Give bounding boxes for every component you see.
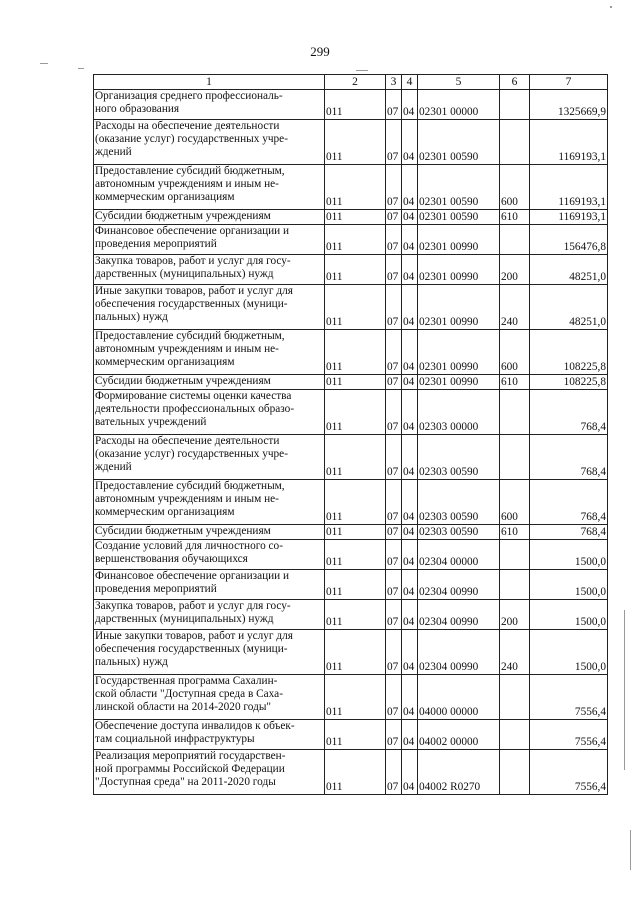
- row-amount: 108225,8: [530, 375, 608, 390]
- row-admin-code: 011: [325, 390, 386, 435]
- row-expense-type: [500, 720, 530, 750]
- row-subsection: 04: [402, 120, 418, 165]
- row-expense-type: [500, 435, 530, 480]
- scan-mark-center: [356, 70, 368, 71]
- table-row: [94, 675, 608, 720]
- row-expense-type: 240: [500, 285, 530, 330]
- header-cell: 3: [386, 75, 402, 90]
- table-row: [94, 120, 608, 165]
- row-subsection: 04: [402, 375, 418, 390]
- row-subsection: 04: [402, 255, 418, 285]
- row-expense-type: 610: [500, 375, 530, 390]
- row-expense-type: 610: [500, 210, 530, 225]
- scan-mark-left: [40, 63, 48, 64]
- row-description: Субсидии бюджетным учреждениям: [94, 375, 325, 390]
- row-target-code: 02303 00000: [418, 390, 500, 435]
- row-subsection: 04: [402, 225, 418, 255]
- row-target-code: 02301 00990: [418, 375, 500, 390]
- row-subsection: 04: [402, 600, 418, 630]
- row-expense-type: [500, 120, 530, 165]
- row-target-code: 02304 00990: [418, 600, 500, 630]
- row-admin-code: 011: [325, 210, 386, 225]
- row-target-code: 02301 00990: [418, 285, 500, 330]
- row-section: 07: [386, 525, 402, 540]
- scan-mark-left-2: [78, 68, 84, 69]
- row-amount: 768,4: [530, 525, 608, 540]
- row-description: Формирование системы оценки качества деятельности профессиональных образо- вательных учреждений: [94, 390, 325, 435]
- row-target-code: 02303 00590: [418, 525, 500, 540]
- table-row: [94, 540, 608, 570]
- row-amount: 768,4: [530, 435, 608, 480]
- budget-table: [93, 74, 608, 795]
- row-target-code: 02301 00990: [418, 330, 500, 375]
- row-target-code: 02304 00990: [418, 570, 500, 600]
- row-target-code: 02303 00590: [418, 435, 500, 480]
- row-description: Предоставление субсидий бюджетным, автономным учреждениям и иным не- коммерческим организациям: [94, 480, 325, 525]
- row-admin-code: 011: [325, 525, 386, 540]
- row-target-code: 02301 00590: [418, 165, 500, 210]
- row-section: 07: [386, 630, 402, 675]
- row-subsection: 04: [402, 285, 418, 330]
- row-subsection: 04: [402, 750, 418, 795]
- row-section: 07: [386, 480, 402, 525]
- row-expense-type: 600: [500, 480, 530, 525]
- header-cell: 6: [500, 75, 530, 90]
- row-section: 07: [386, 330, 402, 375]
- row-amount: 48251,0: [530, 255, 608, 285]
- row-amount: 768,4: [530, 390, 608, 435]
- row-amount: 1500,0: [530, 600, 608, 630]
- row-amount: 48251,0: [530, 285, 608, 330]
- row-description: Расходы на обеспечение деятельности (оказание услуг) государственных учре- ждений: [94, 435, 325, 480]
- header-cell: 4: [402, 75, 418, 90]
- header-cell: 7: [530, 75, 608, 90]
- row-subsection: 04: [402, 525, 418, 540]
- row-subsection: 04: [402, 720, 418, 750]
- row-subsection: 04: [402, 435, 418, 480]
- row-amount: 156476,8: [530, 225, 608, 255]
- row-section: 07: [386, 600, 402, 630]
- table-row: [94, 330, 608, 375]
- row-description: Расходы на обеспечение деятельности (оказание услуг) государственных учре- ждений: [94, 120, 325, 165]
- header-cell: 1: [94, 75, 325, 90]
- row-amount: 1169193,1: [530, 210, 608, 225]
- row-expense-type: [500, 390, 530, 435]
- row-section: 07: [386, 570, 402, 600]
- row-section: 07: [386, 390, 402, 435]
- row-amount: 768,4: [530, 480, 608, 525]
- row-amount: 1169193,1: [530, 120, 608, 165]
- header-cell: 5: [418, 75, 500, 90]
- row-expense-type: 600: [500, 330, 530, 375]
- row-description: Создание условий для личностного со- вершенствования обучающихся: [94, 540, 325, 570]
- row-section: 07: [386, 675, 402, 720]
- page-number: 299: [310, 44, 330, 59]
- row-admin-code: 011: [325, 285, 386, 330]
- row-section: 07: [386, 210, 402, 225]
- table-row: [94, 480, 608, 525]
- row-expense-type: [500, 90, 530, 120]
- row-admin-code: 011: [325, 120, 386, 165]
- row-subsection: 04: [402, 570, 418, 600]
- row-amount: 7556,4: [530, 750, 608, 795]
- table-row: [94, 165, 608, 210]
- row-section: 07: [386, 540, 402, 570]
- row-admin-code: 011: [325, 480, 386, 525]
- table-row: [94, 90, 608, 120]
- table-row: [94, 435, 608, 480]
- row-amount: 7556,4: [530, 720, 608, 750]
- row-target-code: 04002 R0270: [418, 750, 500, 795]
- row-section: 07: [386, 165, 402, 210]
- row-admin-code: 011: [325, 255, 386, 285]
- row-description: Закупка товаров, работ и услуг для госу- дарственных (муниципальных) нужд: [94, 255, 325, 285]
- row-admin-code: 011: [325, 720, 386, 750]
- row-description: Иные закупки товаров, работ и услуг для обеспечения государственных (муници- пальных) нужд: [94, 285, 325, 330]
- row-admin-code: 011: [325, 570, 386, 600]
- row-admin-code: 011: [325, 90, 386, 120]
- row-admin-code: 011: [325, 330, 386, 375]
- row-description: Предоставление субсидий бюджетным, автономным учреждениям и иным не- коммерческим организациям: [94, 165, 325, 210]
- row-description: Обеспечение доступа инвалидов к объек- там социальной инфраструктуры: [94, 720, 325, 750]
- row-subsection: 04: [402, 330, 418, 375]
- row-section: 07: [386, 435, 402, 480]
- row-section: 07: [386, 120, 402, 165]
- table-row: [94, 255, 608, 285]
- row-subsection: 04: [402, 165, 418, 210]
- scan-edge-right: [624, 610, 625, 770]
- row-amount: 1325669,9: [530, 90, 608, 120]
- row-amount: 1500,0: [530, 540, 608, 570]
- row-description: Иные закупки товаров, работ и услуг для обеспечения государственных (муници- пальных) нужд: [94, 630, 325, 675]
- row-expense-type: [500, 540, 530, 570]
- row-expense-type: [500, 570, 530, 600]
- row-admin-code: 011: [325, 225, 386, 255]
- row-admin-code: 011: [325, 750, 386, 795]
- table-row: [94, 225, 608, 255]
- row-description: Финансовое обеспечение организации и проведения мероприятий: [94, 225, 325, 255]
- header-cell: 2: [325, 75, 386, 90]
- table-row: [94, 525, 608, 540]
- row-subsection: 04: [402, 675, 418, 720]
- scan-mark-top-right: [610, 6, 612, 8]
- row-admin-code: 011: [325, 165, 386, 210]
- row-expense-type: [500, 225, 530, 255]
- table-row: [94, 210, 608, 225]
- row-admin-code: 011: [325, 375, 386, 390]
- scan-edge-right-2: [630, 830, 631, 870]
- table-row: [94, 285, 608, 330]
- row-expense-type: [500, 750, 530, 795]
- row-description: Предоставление субсидий бюджетным, автономным учреждениям и иным не- коммерческим организациям: [94, 330, 325, 375]
- row-target-code: 02301 00590: [418, 120, 500, 165]
- table-row: [94, 750, 608, 795]
- row-description: Финансовое обеспечение организации и проведения мероприятий: [94, 570, 325, 600]
- table-row: [94, 630, 608, 675]
- row-subsection: 04: [402, 630, 418, 675]
- table-row: [94, 600, 608, 630]
- header-row: [94, 75, 608, 90]
- row-section: 07: [386, 375, 402, 390]
- row-expense-type: 600: [500, 165, 530, 210]
- row-target-code: 02301 00000: [418, 90, 500, 120]
- row-amount: 108225,8: [530, 330, 608, 375]
- row-amount: 1500,0: [530, 630, 608, 675]
- row-subsection: 04: [402, 210, 418, 225]
- row-description: Реализация мероприятий государствен- ной программы Российской Федерации "Доступная среда" на 2011-2020 годы: [94, 750, 325, 795]
- row-target-code: 02304 00990: [418, 630, 500, 675]
- row-admin-code: 011: [325, 435, 386, 480]
- row-admin-code: 011: [325, 675, 386, 720]
- row-expense-type: 610: [500, 525, 530, 540]
- table-row: [94, 390, 608, 435]
- row-admin-code: 011: [325, 540, 386, 570]
- row-amount: 1169193,1: [530, 165, 608, 210]
- row-admin-code: 011: [325, 600, 386, 630]
- row-section: 07: [386, 750, 402, 795]
- row-subsection: 04: [402, 390, 418, 435]
- row-amount: 7556,4: [530, 675, 608, 720]
- row-description: Закупка товаров, работ и услуг для госу- дарственных (муниципальных) нужд: [94, 600, 325, 630]
- row-section: 07: [386, 225, 402, 255]
- row-target-code: 02301 00590: [418, 210, 500, 225]
- row-section: 07: [386, 720, 402, 750]
- row-expense-type: [500, 675, 530, 720]
- row-target-code: 02303 00590: [418, 480, 500, 525]
- table-row: [94, 375, 608, 390]
- row-section: 07: [386, 255, 402, 285]
- row-target-code: 02304 00000: [418, 540, 500, 570]
- row-expense-type: 200: [500, 600, 530, 630]
- row-target-code: 02301 00990: [418, 225, 500, 255]
- row-subsection: 04: [402, 540, 418, 570]
- row-subsection: 04: [402, 90, 418, 120]
- row-target-code: 04002 00000: [418, 720, 500, 750]
- row-subsection: 04: [402, 480, 418, 525]
- table-row: [94, 570, 608, 600]
- row-expense-type: 200: [500, 255, 530, 285]
- row-amount: 1500,0: [530, 570, 608, 600]
- row-section: 07: [386, 90, 402, 120]
- row-target-code: 02301 00990: [418, 255, 500, 285]
- row-description: Государственная программа Сахалин- ской области "Доступная среда в Саха- линской области на 2014-2020 годы": [94, 675, 325, 720]
- row-expense-type: 240: [500, 630, 530, 675]
- row-description: Субсидии бюджетным учреждениям: [94, 525, 325, 540]
- row-section: 07: [386, 285, 402, 330]
- row-admin-code: 011: [325, 630, 386, 675]
- row-description: Субсидии бюджетным учреждениям: [94, 210, 325, 225]
- row-description: Организация среднего профессиональ- ного образования: [94, 90, 325, 120]
- table-row: [94, 720, 608, 750]
- row-target-code: 04000 00000: [418, 675, 500, 720]
